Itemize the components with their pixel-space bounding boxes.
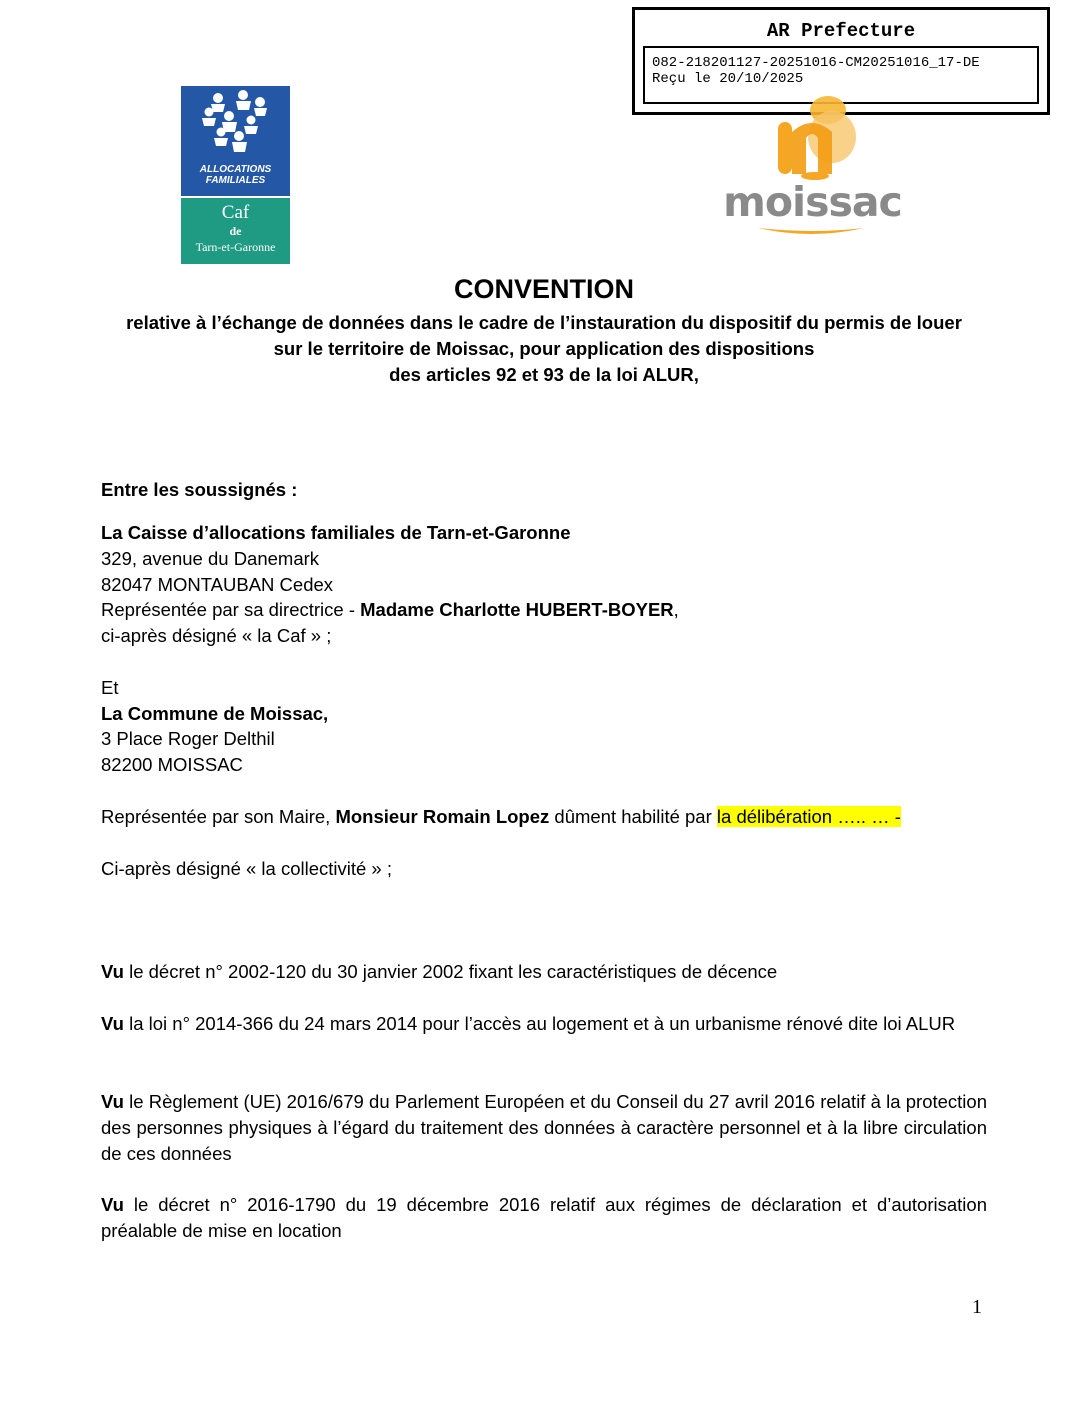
document-title: CONVENTION	[453, 274, 634, 304]
document-subtitle: relative à l’échange de données dans le cadre de l’instauration du dispositif du permis de louer sur le territoire de Moissac, pour application des dispositions des articles 92 et 93 de la loi ALUR,	[126, 312, 962, 385]
commune-representative: Représentée par son Maire, Monsieur Romain Lopez dûment habilité par la délibération ….. … -	[101, 806, 901, 827]
consideration-item: Vu le Règlement (UE) 2016/679 du Parlement Européen et du Conseil du 27 avril 2016 relatif à la protection des personnes physiques à l’égard du traitement des données à caractère personnel et à la libre circulation de ces données	[101, 1091, 987, 1164]
commune-designation: Ci-après désigné « la collectivité » ;	[101, 858, 393, 879]
commune-address-street: 3 Place Roger Delthil	[101, 728, 275, 749]
moissac-emblem-icon	[720, 92, 905, 182]
caf-logo-bottom: Caf de Tarn-et-Garonne	[181, 198, 290, 264]
commune-name: La Commune de Moissac,	[101, 703, 329, 724]
caf-address-street: 329, avenue du Danemark	[101, 548, 320, 569]
and-separator: Et	[101, 677, 119, 698]
page-number: 1	[972, 1296, 982, 1318]
consideration-item: Vu le décret n° 2002-120 du 30 janvier 2002 fixant les caractéristiques de décence	[101, 961, 778, 982]
moissac-wordmark: moissac	[723, 178, 902, 226]
stamp-received-date: Reçu le 20/10/2025	[652, 71, 804, 87]
parties-intro: Entre les soussignés :	[101, 479, 298, 500]
stamp-reference: 082-218201127-20251016-CM20251016_17-DE	[652, 55, 980, 71]
commune-address-city: 82200 MOISSAC	[101, 754, 243, 775]
highlighted-deliberation: la délibération ….. … -	[716, 806, 901, 827]
moissac-swoosh-icon	[756, 224, 866, 236]
caf-address-city: 82047 MONTAUBAN Cedex	[101, 574, 334, 595]
caf-logo	[181, 86, 290, 264]
consideration-item: Vu la loi n° 2014-366 du 24 mars 2014 pour l’accès au logement et à un urbanisme rénové dite loi ALUR	[101, 1013, 956, 1034]
moissac-logo	[720, 92, 905, 237]
caf-designation: ci-après désigné « la Caf » ;	[101, 625, 332, 646]
caf-logo-text: ALLOCATIONS FAMILIALES	[199, 164, 272, 186]
caf-representative: Représentée par sa directrice - Madame Charlotte HUBERT-BOYER,	[101, 599, 679, 620]
caf-logo-top	[181, 86, 290, 196]
stamp-title: AR Prefecture	[766, 20, 916, 42]
caf-name: La Caisse d’allocations familiales de Tarn-et-Garonne	[101, 522, 571, 543]
family-figures-icon	[181, 86, 290, 164]
consideration-item: Vu le décret n° 2016-1790 du 19 décembre 2016 relatif aux régimes de déclaration et d’autorisation préalable de mise en location	[101, 1194, 987, 1241]
